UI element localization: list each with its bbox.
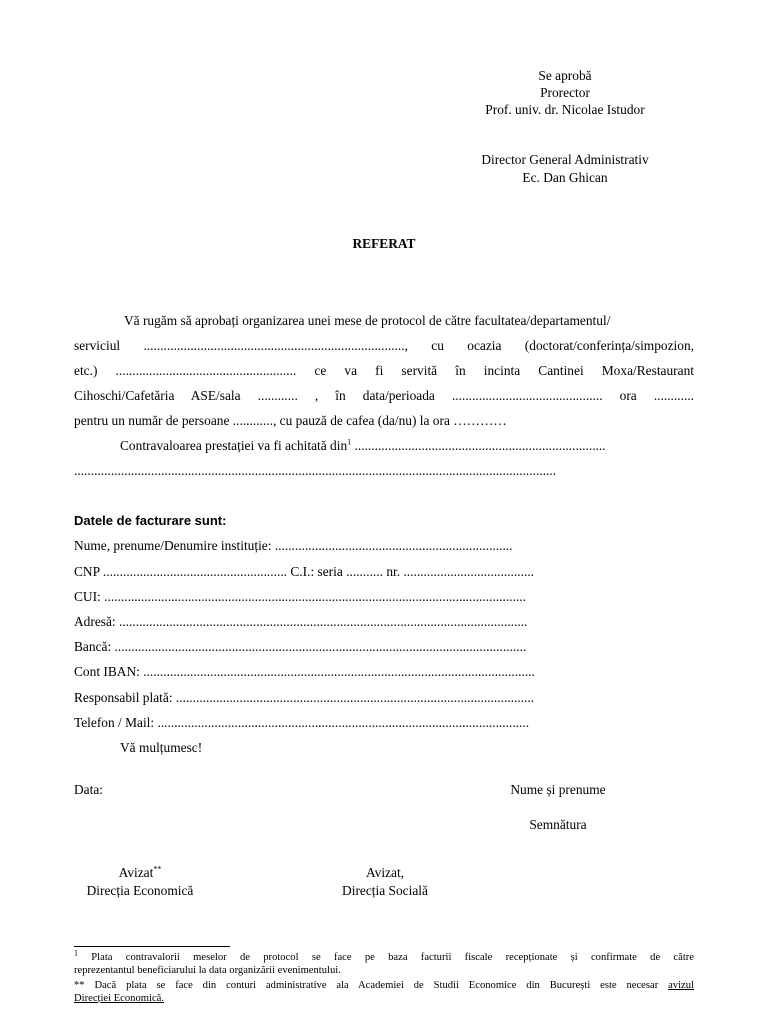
body-line-5: pentru un număr de persoane ............, cu pauză de cafea (da/nu) la ora ………… <box>74 413 507 428</box>
footnote-2-line-1 <box>74 979 694 992</box>
footnote-2-text: ** Dacă plata se face din conturi administrative ala Academiei de Studii Economice din București este necesar <box>74 980 659 991</box>
footnote-1-mark: 1 <box>74 948 78 958</box>
billing-name-field: Nume, prenume/Denumire instituție: ....................................................................... <box>74 538 513 553</box>
avizat-social: Avizat, <box>365 865 405 880</box>
body-line-1: Vă rugăm să aprobați organizarea unei mese de protocol de către facultatea/departamentul/ <box>124 313 611 328</box>
footnote-2-line-2: Direcției Economică. <box>74 993 165 1004</box>
body-line-2: serviciul .............................................................................., cu ocazia (doctorat/conferința/simpozion, <box>74 338 694 353</box>
body-line-6 <box>120 438 606 454</box>
footnote-separator <box>74 946 230 947</box>
approval-line-4: Director General Administrativ <box>481 152 649 167</box>
footnote-ref-1: 1 <box>347 437 352 447</box>
approval-line-1: Se aprobă <box>538 68 592 83</box>
billing-cnp-field: CNP ....................................................... C.I.: seria ........... nr. ....................................... <box>74 564 534 579</box>
billing-responsible-field: Responsabil plată: ........................................................................................................... <box>74 690 535 705</box>
body-line-3: etc.) ...................................................... ce va fi servită în incinta Cantinei Moxa/Restaurant <box>74 363 694 378</box>
signature-label: Semnătura <box>529 817 587 832</box>
footnote-2-avizul: avizul <box>668 980 694 991</box>
date-label: Data: <box>74 782 103 797</box>
billing-address-field: Adresă: .......................................................................................................................... <box>74 614 528 629</box>
direction-social: Direcția Socială <box>342 883 428 898</box>
name-label: Nume și prenume <box>510 782 606 797</box>
payment-source-label: Contravaloarea prestației va fi achitată din <box>120 438 348 453</box>
approval-line-3: Prof. univ. dr. Nicolae Istudor <box>485 102 645 117</box>
approval-line-5: Ec. Dan Ghican <box>522 170 608 185</box>
footnote-1-line-2: reprezentantul beneficiarului la data organizării evenimentului. <box>74 965 341 976</box>
billing-iban-field: Cont IBAN: ..................................................................................................................... <box>74 664 535 679</box>
document-title: REFERAT <box>352 236 416 251</box>
footnote-1-text: Plata contravalorii meselor de protocol se face pe baza facturii fiscale recepționate și confirmate de către <box>78 952 694 963</box>
billing-heading: Datele de facturare sunt: <box>74 513 227 528</box>
billing-cui-field: CUI: .............................................................................................................................. <box>74 589 526 604</box>
body-line-7: ................................................................................................................................................ <box>74 463 557 478</box>
approval-line-2: Prorector <box>540 85 590 100</box>
billing-phone-field: Telefon / Mail: ............................................................................................................... <box>74 715 530 730</box>
direction-economic: Direcția Economică <box>86 883 194 898</box>
billing-bank-field: Bancă: ........................................................................................................................... <box>74 639 527 654</box>
payment-source-dots: ........................................................................... <box>351 438 606 453</box>
avizat-economic-mark: ** <box>153 864 162 874</box>
avizat-economic-label: Avizat <box>118 865 154 880</box>
body-line-4: Cihoschi/Cafetăria ASE/sala ............ , în data/perioada ............................................. ora ............ <box>74 388 694 403</box>
avizat-economic <box>70 865 210 881</box>
footnote-1-line-1 <box>74 948 694 964</box>
thanks-line: Vă mulțumesc! <box>120 740 203 755</box>
